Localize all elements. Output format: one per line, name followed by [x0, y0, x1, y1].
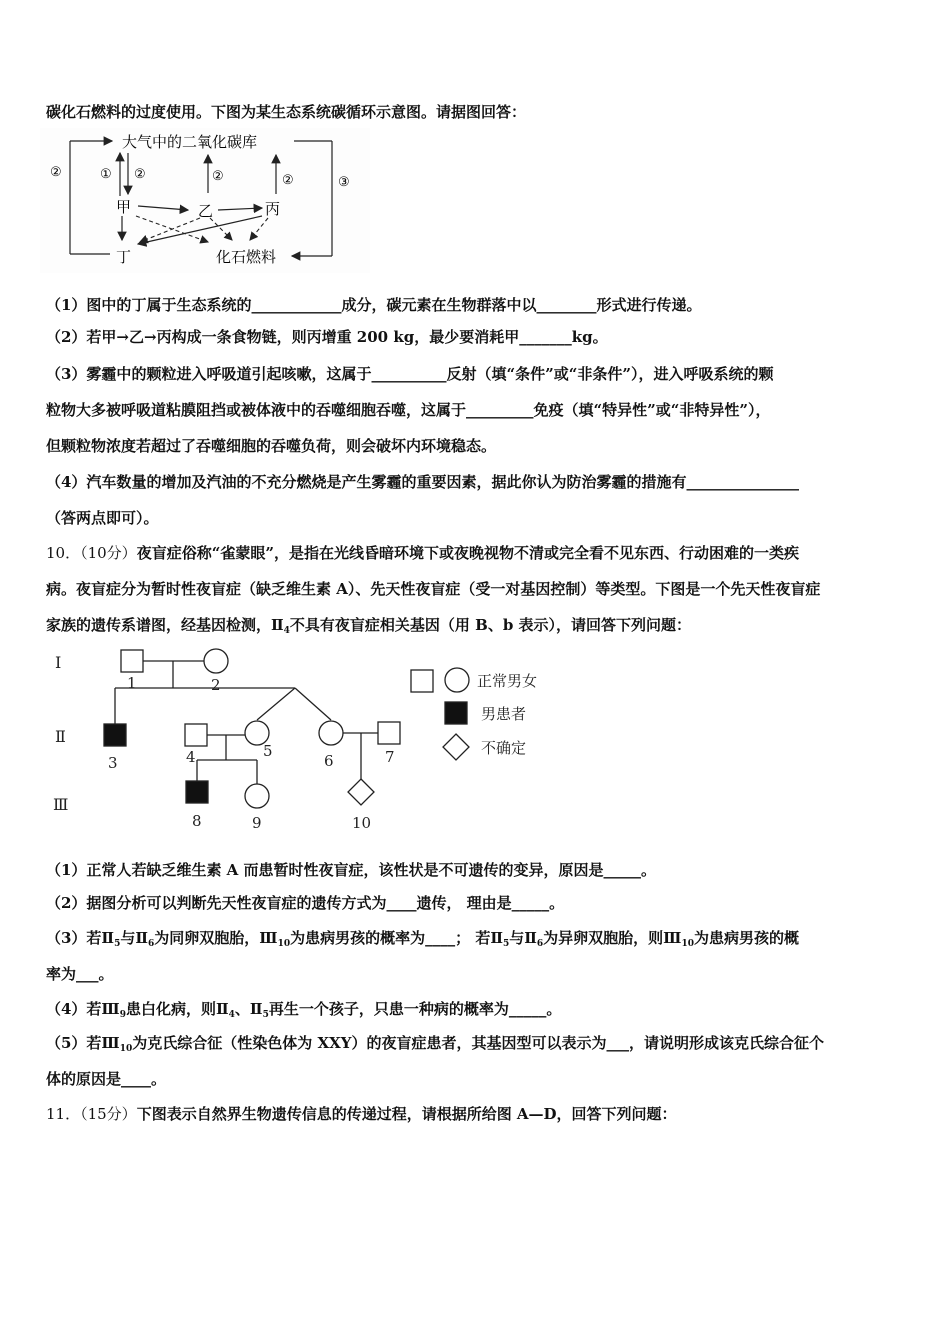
q10-ans1: （1）正常人若缺乏维生素 A 而患暂时性夜盲症，该性状是不可遗传的变异，原因是_____。: [46, 861, 657, 879]
ind-3-label: 3: [108, 754, 118, 772]
ind-10-label: 10: [352, 814, 372, 832]
bing-label: 丙: [265, 200, 281, 218]
carbon-cycle-diagram: [40, 128, 370, 273]
circle-2-a: ②: [134, 167, 146, 182]
fossil-fuel-label: 化石燃料: [216, 248, 277, 266]
q10-ans3-line2: 率为___。: [46, 965, 114, 983]
q10-ans2: （2）据图分析可以判断先天性夜盲症的遗传方式为____遗传， 理由是_____。: [46, 894, 565, 912]
ind-2-label: 2: [211, 676, 221, 694]
ding-label: 丁: [116, 248, 132, 266]
q10-ans4: （4）若$Ⅲ_9$患白化病，则$Ⅱ_4$、$Ⅱ_5$再生一个孩子，只患一种病的概率为_____。: [46, 1000, 562, 1020]
circle-2-b: ②: [212, 169, 224, 184]
legend-affected-label: 男患者: [481, 705, 527, 723]
q10-ans5-line2: 体的原因是____。: [46, 1070, 167, 1088]
gen-2-label: Ⅱ: [55, 727, 66, 746]
circle-1: ①: [100, 167, 112, 182]
circle-3: ③: [338, 175, 350, 190]
q9-part3-line2: 粒物大多被呼吸道粘膜阻挡或被体液中的吞噬细胞吞噬，这属于_________免疫（填“特异性”或“非特异性”），: [46, 401, 771, 419]
q9-part2: （2）若甲→乙→丙构成一条食物链，则丙增重 200 kg，最少要消耗甲_______kg。: [46, 328, 608, 346]
ind-9-label: 9: [252, 814, 262, 832]
q9-part4-line2: （答两点即可）。: [46, 509, 159, 527]
q10-ans5-line1: （5）若$Ⅲ_{10}$为克氏综合征（性染色体为 XXY）的夜盲症患者，其基因型可以表示为___，请说明形成该克氏综合征个: [46, 1034, 824, 1054]
q10-line2: 病。夜盲症分为暂时性夜盲症（缺乏维生素 A）、先天性夜盲症（受一对基因控制）等类型。下图是一个先天性夜盲症: [46, 580, 821, 598]
circle-2-c: ②: [282, 173, 294, 188]
q10-number: 10．（10分）: [46, 544, 137, 562]
jia-label: 甲: [116, 198, 132, 216]
gen-1-label: Ⅰ: [55, 653, 62, 672]
q10-line3: 家族的遗传系谱图，经基因检测，$Ⅱ_4$不具有夜盲症相关基因（用 B、b 表示），请回答下列问题：: [46, 616, 692, 636]
ind-6-label: 6: [324, 752, 334, 770]
q9-part4-line1: （4）汽车数量的增加及汽油的不充分燃烧是产生雾霾的重要因素，据此你认为防治雾霾的措施有_______________: [46, 473, 799, 491]
q10-line1: 10．（10分）夜盲症俗称“雀蒙眼”，是指在光线昏暗环境下或夜晚视物不清或完全看不见东西、行动困难的一类疾: [46, 544, 799, 562]
legend-normal-label: 正常男女: [477, 672, 538, 690]
q9-part1: （1）图中的丁属于生态系统的____________成分，碳元素在生物群落中以________形式进行传递。: [46, 296, 702, 314]
circle-2-left: ②: [50, 165, 62, 180]
pedigree-chart: [45, 644, 565, 834]
ind-8-label: 8: [192, 812, 202, 830]
q11-number: 11．（15分）: [46, 1105, 137, 1123]
ind-5-label: 5: [263, 742, 273, 760]
intro-text: 碳化石燃料的过度使用。下图为某生态系统碳循环示意图。请据图回答：: [46, 103, 527, 121]
q10-ans3-line1: （3）若$Ⅱ_5$与$Ⅱ_6$为同卵双胞胎，$Ⅲ_{10}$为患病男孩的概率为____； 若$Ⅱ_5$与$Ⅱ_6$为异卵双胞胎，则$Ⅲ_{10}$为患病男孩的概: [46, 929, 799, 949]
ind-4-label: 4: [186, 748, 196, 766]
q9-part3-line3: 但颗粒物浓度若超过了吞噬细胞的吞噬负荷，则会破坏内环境稳态。: [46, 437, 497, 455]
legend-unknown-label: 不确定: [481, 739, 527, 757]
yi-label: 乙: [198, 202, 214, 220]
ind-7-label: 7: [385, 748, 395, 766]
ind-1-label: 1: [127, 674, 137, 692]
q11-line1: 11．（15分）下图表示自然界生物遗传信息的传递过程，请根据所给图 A—D，回答下列问题：: [46, 1105, 677, 1123]
gen-3-label: Ⅲ: [53, 795, 69, 814]
q9-part3-line1: （3）雾霾中的颗粒进入呼吸道引起咳嗽，这属于__________反射（填“条件”或“非条件”），进入呼吸系统的颗: [46, 365, 774, 383]
co2-pool-label: 大气中的二氧化碳库: [122, 133, 258, 151]
